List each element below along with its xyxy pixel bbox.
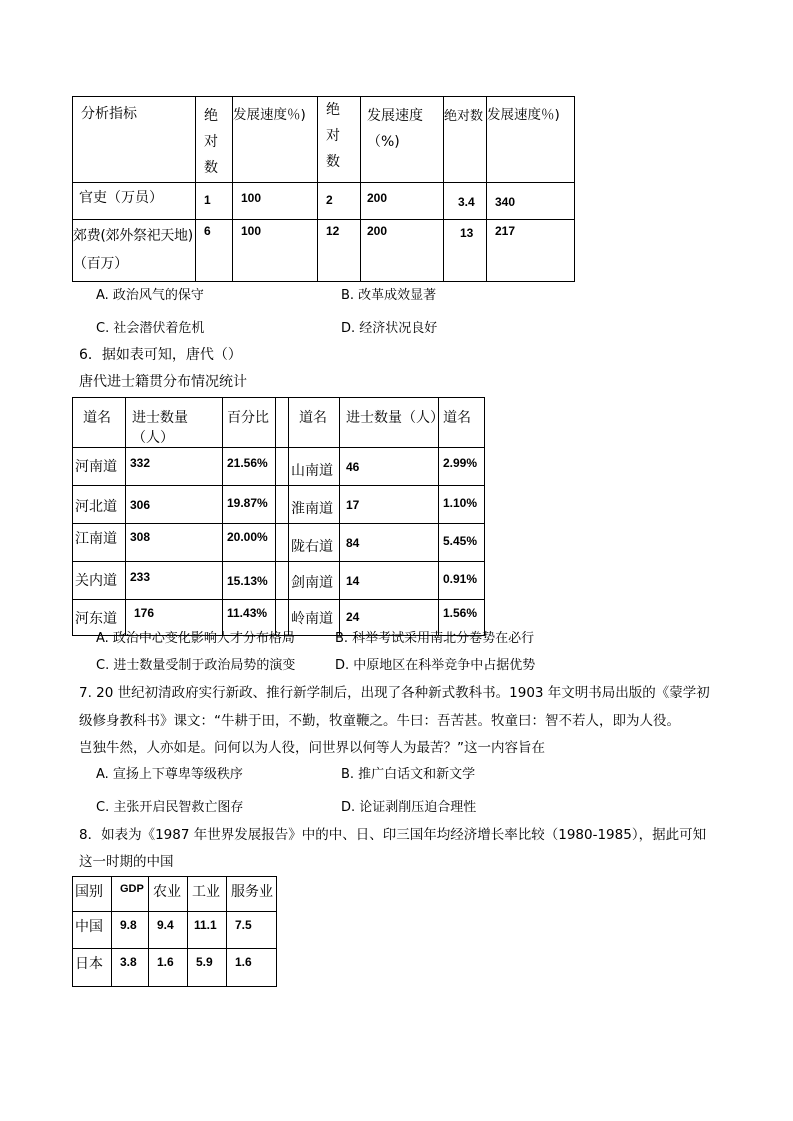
table-cell: 日本	[73, 949, 112, 987]
q7-stem-line-2: 级修身教科书》课文：“牛耕于田，不勤，牧童鞭之。牛曰：吾苦甚。牧童曰：智不若人，即为人役。	[79, 713, 680, 729]
q8-stem-line-1: 8．如表为《1987 年世界发展报告》中的中、日、印三国年均经济增长率比较（1980-1985），据此可知	[79, 827, 707, 843]
table-cell: 河南道	[73, 448, 126, 486]
table-cell: 217	[487, 220, 575, 282]
table-cell: 9.8	[112, 912, 149, 949]
table-cell: 剑南道	[289, 562, 340, 600]
table-cell: 20.00%	[223, 524, 276, 562]
table-cell: 5.9	[188, 949, 227, 987]
table-cell: 100	[233, 183, 318, 220]
table-cell: 340	[487, 183, 575, 220]
table-cell: 山南道	[289, 448, 340, 486]
header-speed-1: 发展速度％)	[233, 97, 318, 183]
q5-option-c[interactable]: C. 社会潜伏着危机	[96, 321, 205, 336]
table-cell: 12	[318, 220, 361, 282]
q5-option-d[interactable]: D. 经济状况良好	[341, 321, 438, 336]
q7-option-b[interactable]: B. 推广白话文和新文学	[341, 767, 476, 782]
header-count-left: 进士数量（人）	[126, 398, 223, 448]
header-count-right: 进士数量（人）	[340, 398, 439, 448]
q6-table-title: 唐代进士籍贯分布情况统计	[79, 374, 247, 390]
table-cell: 1.56%	[439, 600, 485, 636]
table-cell: 淮南道	[289, 486, 340, 524]
table-cell: 河北道	[73, 486, 126, 524]
table-cell: 6	[196, 220, 233, 282]
table-cell: 江南道	[73, 524, 126, 562]
table-development-indicators	[72, 96, 575, 282]
q5-option-a[interactable]: A. 政治风气的保守	[96, 288, 204, 303]
table-cell: 关内道	[73, 562, 126, 600]
table-jinshi-distribution	[72, 397, 485, 636]
header-percent-left: 百分比	[223, 398, 276, 448]
header-circuit-left: 道名	[73, 398, 126, 448]
table-cell: 1.10%	[439, 486, 485, 524]
table-cell: 13	[444, 220, 487, 282]
table-cell: 308	[126, 524, 223, 562]
table-cell: 1.6	[227, 949, 277, 987]
table-cell: 14	[340, 562, 439, 600]
table-cell: 176	[126, 600, 223, 636]
table-spacer	[276, 562, 289, 600]
table-cell: 5.45%	[439, 524, 485, 562]
table-cell: 3.4	[444, 183, 487, 220]
header-services: 服务业	[227, 877, 277, 912]
row-officials-label: 官吏（万员）	[73, 183, 196, 220]
table-cell: 岭南道	[289, 600, 340, 636]
table-spacer	[276, 398, 289, 448]
table-cell: 17	[340, 486, 439, 524]
q6-option-c[interactable]: C. 进士数量受制于政治局势的演变	[96, 658, 296, 673]
table-cell: 100	[233, 220, 318, 282]
header-percent-right: 道名	[439, 398, 485, 448]
q5-option-b[interactable]: B. 改革成效显著	[341, 288, 437, 303]
q6-option-b[interactable]: B. 科举考试采用南北分卷势在必行	[335, 631, 535, 646]
table-cell: 河东道	[73, 600, 126, 636]
table-cell: 15.13%	[223, 562, 276, 600]
table-cell: 21.56%	[223, 448, 276, 486]
q7-stem-line-3: 岂独牛然，人亦如是。问何以为人役，问世界以何等人为最苦？”这一内容旨在	[79, 740, 545, 756]
q7-option-c[interactable]: C. 主张开启民智救亡图存	[96, 800, 244, 815]
table-cell: 9.4	[149, 912, 188, 949]
table-cell: 陇右道	[289, 524, 340, 562]
table-cell: 11.1	[188, 912, 227, 949]
header-gdp: GDP	[112, 877, 149, 912]
header-absolute-2: 绝对数	[318, 97, 361, 183]
header-speed-2: 发展速度（%)	[361, 97, 444, 183]
header-country: 国别	[73, 877, 112, 912]
table-cell: 0.91%	[439, 562, 485, 600]
table-spacer	[276, 486, 289, 524]
q7-stem-line-1: 7. 20 世纪初清政府实行新政、推行新学制后，出现了各种新式教科书。1903 年文明书局出版的《蒙学初	[79, 685, 710, 701]
table-cell: 24	[340, 600, 439, 636]
table-cell: 233	[126, 562, 223, 600]
header-absolute-3: 绝对数	[444, 97, 487, 183]
table-cell: 306	[126, 486, 223, 524]
row-sacrifice-label: 郊费(郊外祭祀天地)（百万）	[73, 220, 196, 282]
table-cell: 200	[361, 220, 444, 282]
table-cell: 84	[340, 524, 439, 562]
header-circuit-right: 道名	[289, 398, 340, 448]
table-cell: 1	[196, 183, 233, 220]
table-cell: 1.6	[149, 949, 188, 987]
q7-option-a[interactable]: A. 宣扬上下尊卑等级秩序	[96, 767, 243, 782]
table-cell: 19.87%	[223, 486, 276, 524]
table-cell: 332	[126, 448, 223, 486]
table-cell: 3.8	[112, 949, 149, 987]
table-growth-comparison	[72, 876, 277, 987]
table-spacer	[276, 524, 289, 562]
q6-option-a[interactable]: A. 政治中心变化影响人才分布格局	[96, 631, 295, 646]
table-cell: 7.5	[227, 912, 277, 949]
table-cell: 46	[340, 448, 439, 486]
table-cell: 200	[361, 183, 444, 220]
q6-option-d[interactable]: D. 中原地区在科举竞争中占据优势	[335, 658, 536, 673]
header-absolute-1: 绝对数	[196, 97, 233, 183]
header-agriculture: 农业	[149, 877, 188, 912]
header-industry: 工业	[188, 877, 227, 912]
table-cell: 2.99%	[439, 448, 485, 486]
table-spacer	[276, 448, 289, 486]
table-cell: 11.43%	[223, 600, 276, 636]
header-speed-3: 发展速度％)	[487, 97, 575, 183]
table-cell: 中国	[73, 912, 112, 949]
q6-stem: 6．据如表可知，唐代（）	[79, 347, 242, 363]
table-cell: 2	[318, 183, 361, 220]
header-indicator: 分析指标	[73, 97, 196, 183]
q8-stem-line-2: 这一时期的中国	[79, 854, 174, 870]
q7-option-d[interactable]: D. 论证剥削压迫合理性	[341, 800, 477, 815]
